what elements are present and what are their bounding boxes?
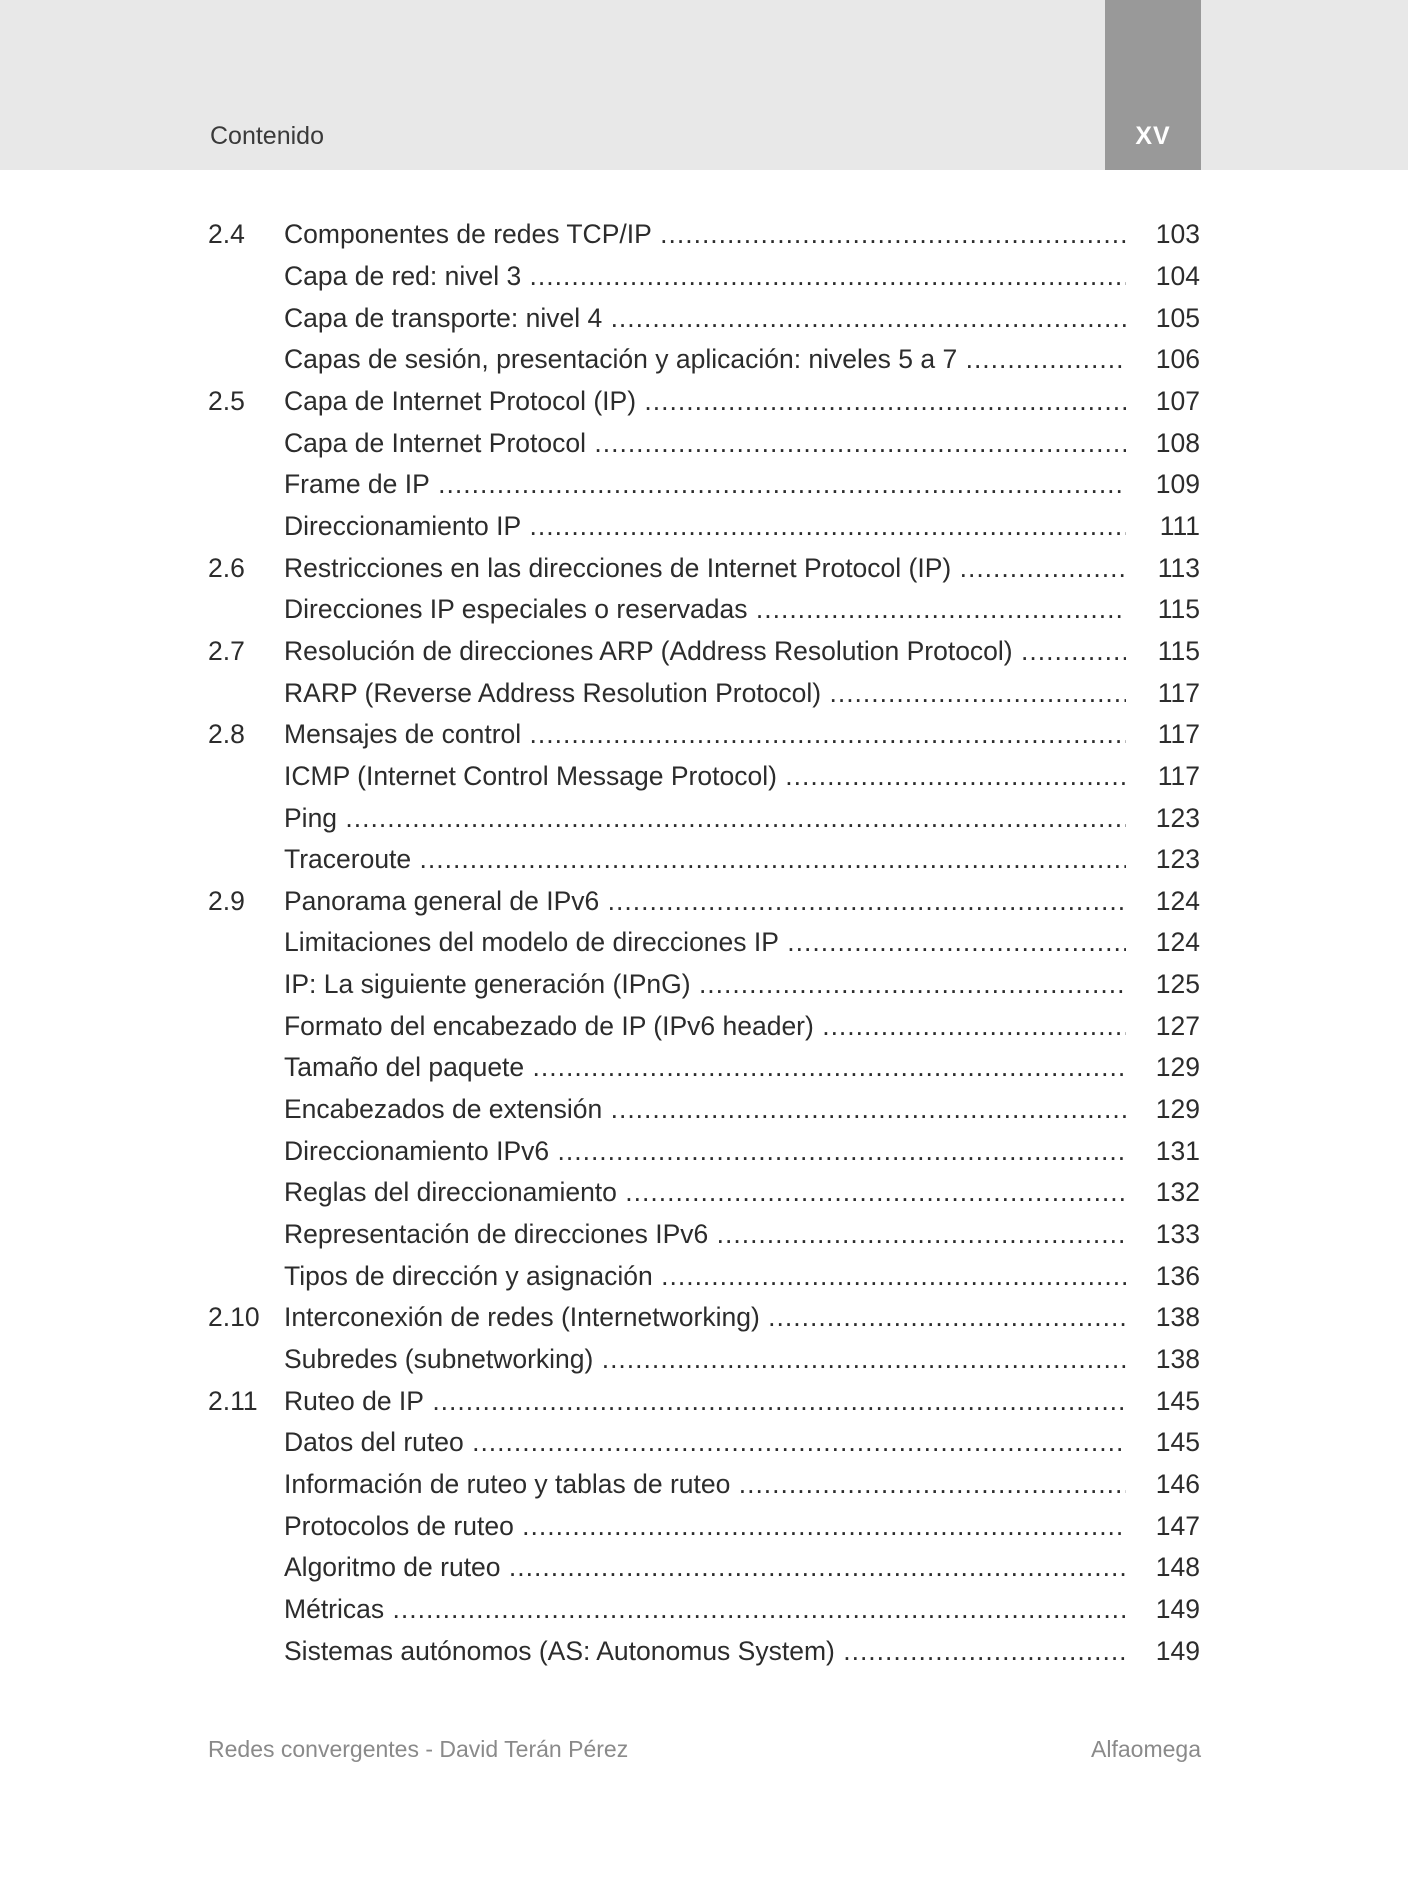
toc-page-number: 117: [1157, 677, 1200, 708]
toc-entry-title: Mensajes de control: [284, 719, 522, 750]
toc-entry: [208, 1380, 1200, 1422]
toc-entry-title: Panorama general de IPv6: [284, 885, 600, 916]
toc-entry-title: Reglas del direccionamiento: [284, 1177, 617, 1208]
toc-entry-title: Interconexión de redes (Internetworking): [284, 1302, 760, 1333]
table-of-contents: [208, 214, 1200, 1672]
toc-entry: [208, 1505, 1200, 1547]
toc-entry: [208, 1339, 1200, 1381]
toc-entry-title: Capa de red: nivel 3: [284, 260, 522, 291]
toc-entry-title: Direccionamiento IP: [284, 510, 522, 541]
toc-page-number: 127: [1155, 1010, 1200, 1041]
toc-entry-title-leader: [284, 803, 1126, 834]
toc-entry-title-leader: [284, 1094, 1126, 1125]
toc-page-number: 109: [1155, 469, 1200, 500]
toc-entry: [208, 1630, 1200, 1672]
toc-entry-title: Métricas: [284, 1593, 385, 1624]
toc-entry-title-leader: [284, 1302, 1126, 1333]
footer-book-author: Redes convergentes - David Terán Pérez: [208, 1736, 629, 1762]
toc-entry-title-leader: [284, 1594, 1126, 1625]
toc-entry: [208, 1089, 1200, 1131]
toc-entry-title-leader: [284, 636, 1126, 667]
toc-page-number: 123: [1155, 802, 1200, 833]
header-section-title: Contenido: [210, 122, 324, 150]
toc-page-number: 105: [1155, 302, 1200, 333]
toc-entry: [208, 381, 1200, 423]
toc-entry-title: Capa de Internet Protocol (IP): [284, 385, 637, 416]
toc-page-number: 146: [1155, 1469, 1200, 1500]
toc-entry: [208, 297, 1200, 339]
toc-entry-title-leader: [284, 594, 1126, 625]
toc-entry-title: Restricciones en las direcciones de Internet Protocol (IP): [284, 552, 952, 583]
toc-entry-title-leader: [284, 1552, 1126, 1583]
toc-page-number: 103: [1155, 219, 1200, 250]
toc-page-number: 129: [1155, 1094, 1200, 1125]
toc-entry: [208, 422, 1200, 464]
toc-entry-title: Componentes de redes TCP/IP: [284, 219, 652, 250]
toc-page-number: 138: [1155, 1344, 1200, 1375]
toc-page-number: 113: [1157, 552, 1200, 583]
toc-entry-title-leader: [284, 1011, 1126, 1042]
toc-entry-title-leader: [284, 719, 1126, 750]
toc-page-number: 132: [1155, 1177, 1200, 1208]
toc-section-number: 2.11: [208, 1385, 258, 1416]
toc-entry-title-leader: [284, 1636, 1126, 1667]
toc-entry-title-leader: [284, 678, 1126, 709]
toc-entry-title: Ping: [284, 802, 338, 833]
toc-entry-title: Capas de sesión, presentación y aplicación: niveles 5 a 7: [284, 344, 958, 375]
toc-section-number: 2.8: [208, 719, 245, 750]
toc-page-number: 107: [1155, 385, 1200, 416]
toc-page-number: 133: [1155, 1219, 1200, 1250]
toc-entry: [208, 922, 1200, 964]
toc-entry-title-leader: [284, 969, 1126, 1000]
toc-entry: [208, 1255, 1200, 1297]
toc-entry: [208, 672, 1200, 714]
toc-entry-title-leader: [284, 886, 1126, 917]
toc-page-number: 115: [1157, 594, 1200, 625]
toc-entry-title: Direcciones IP especiales o reservadas: [284, 594, 748, 625]
toc-entry-title: IP: La siguiente generación (IPnG): [284, 969, 691, 1000]
toc-section-number: 2.5: [208, 385, 245, 416]
toc-entry: [208, 1005, 1200, 1047]
toc-entry: [208, 1172, 1200, 1214]
toc-entry-title: Frame de IP: [284, 469, 430, 500]
toc-entry-title-leader: [284, 1469, 1126, 1500]
toc-entry-title: Datos del ruteo: [284, 1427, 464, 1458]
toc-page-number: 106: [1155, 344, 1200, 375]
page-number-tab: [1105, 0, 1201, 170]
toc-entry: [208, 756, 1200, 798]
toc-entry-title: Formato del encabezado de IP (IPv6 header): [284, 1010, 814, 1041]
toc-page-number: 149: [1155, 1593, 1200, 1624]
toc-entry-title-leader: [284, 469, 1126, 500]
toc-entry-title-leader: [284, 844, 1126, 875]
toc-entry-title: Subredes (subnetworking): [284, 1344, 594, 1375]
toc-entry-title: Resolución de direcciones ARP (Address Resolution Protocol): [284, 635, 1013, 666]
toc-section-number: 2.9: [208, 885, 245, 916]
page-header: [0, 0, 1408, 170]
toc-entry: [208, 964, 1200, 1006]
toc-page-number: 145: [1155, 1385, 1200, 1416]
toc-entry: [208, 547, 1200, 589]
toc-page-number: 111: [1159, 510, 1200, 541]
toc-entry-title-leader: [284, 1344, 1126, 1375]
toc-entry-title-leader: [284, 761, 1126, 792]
toc-entry-title-leader: [284, 553, 1126, 584]
toc-entry-title: Algoritmo de ruteo: [284, 1552, 501, 1583]
toc-entry: [208, 506, 1200, 548]
toc-entry-title-leader: [284, 1511, 1126, 1542]
toc-entry-title: Sistemas autónomos (AS: Autonomus System): [284, 1635, 835, 1666]
toc-section-number: 2.4: [208, 219, 245, 250]
toc-page-number: 124: [1155, 927, 1200, 958]
toc-page-number: 125: [1155, 969, 1200, 1000]
toc-section-number: 2.10: [208, 1302, 260, 1333]
toc-page-number: 117: [1157, 719, 1200, 750]
toc-entry-title-leader: [284, 511, 1126, 542]
toc-entry: [208, 881, 1200, 923]
toc-entry-title-leader: [284, 1219, 1126, 1250]
toc-page-number: 123: [1155, 844, 1200, 875]
toc-entry: [208, 589, 1200, 631]
toc-page-number: 104: [1155, 260, 1200, 291]
toc-section-number: 2.6: [208, 552, 245, 583]
toc-page-number: 138: [1155, 1302, 1200, 1333]
toc-entry-title-leader: [284, 927, 1126, 958]
toc-entry-title: Capa de transporte: nivel 4: [284, 302, 603, 333]
toc-entry-title: Tamaño del paquete: [284, 1052, 525, 1083]
toc-entry: [208, 1047, 1200, 1089]
toc-entry: [208, 839, 1200, 881]
toc-entry-title: Traceroute: [284, 844, 412, 875]
toc-entry-title-leader: [284, 1386, 1126, 1417]
toc-entry: [208, 464, 1200, 506]
toc-page-number: 108: [1155, 427, 1200, 458]
toc-entry-title-leader: [284, 1427, 1126, 1458]
toc-entry: [208, 631, 1200, 673]
toc-entry-title-leader: [284, 428, 1126, 459]
toc-entry-title: ICMP (Internet Control Message Protocol): [284, 760, 777, 791]
toc-page-number: 148: [1155, 1552, 1200, 1583]
toc-entry: [208, 1464, 1200, 1506]
toc-entry: [208, 1422, 1200, 1464]
toc-page-number: 147: [1155, 1510, 1200, 1541]
toc-entry-title-leader: [284, 303, 1126, 334]
toc-page-number: 117: [1157, 760, 1200, 791]
toc-entry-title: Capa de Internet Protocol: [284, 427, 586, 458]
toc-entry-title: Limitaciones del modelo de direcciones IP: [284, 927, 779, 958]
toc-entry-title: Direccionamiento IPv6: [284, 1135, 550, 1166]
toc-entry-title: RARP (Reverse Address Resolution Protocol): [284, 677, 822, 708]
toc-entry-title: Ruteo de IP: [284, 1385, 424, 1416]
footer-publisher: Alfaomega: [1091, 1736, 1201, 1762]
toc-entry: [208, 1589, 1200, 1631]
toc-entry-title: Tipos de dirección y asignación: [284, 1260, 653, 1291]
toc-page-number: 131: [1155, 1135, 1200, 1166]
toc-page-number: 115: [1157, 635, 1200, 666]
toc-entry: [208, 1547, 1200, 1589]
toc-entry: [208, 214, 1200, 256]
toc-entry: [208, 1214, 1200, 1256]
toc-entry-title-leader: [284, 344, 1126, 375]
toc-entry: [208, 256, 1200, 298]
toc-entry-title-leader: [284, 386, 1126, 417]
toc-entry: [208, 714, 1200, 756]
toc-entry: [208, 1130, 1200, 1172]
toc-entry-title-leader: [284, 1136, 1126, 1167]
toc-page-number: 145: [1155, 1427, 1200, 1458]
toc-entry: [208, 1297, 1200, 1339]
toc-entry-title-leader: [284, 261, 1126, 292]
toc-entry: [208, 339, 1200, 381]
toc-entry-title-leader: [284, 1177, 1126, 1208]
toc-entry-title: Protocolos de ruteo: [284, 1510, 514, 1541]
toc-page-number: 136: [1155, 1260, 1200, 1291]
toc-entry: [208, 797, 1200, 839]
toc-entry-title-leader: [284, 1261, 1126, 1292]
toc-page-number: 149: [1155, 1635, 1200, 1666]
toc-entry-title: Información de ruteo y tablas de ruteo: [284, 1469, 731, 1500]
toc-entry-title-leader: [284, 1052, 1126, 1083]
toc-entry-title: Encabezados de extensión: [284, 1094, 603, 1125]
toc-entry-title: Representación de direcciones IPv6: [284, 1219, 709, 1250]
page-number: XV: [1135, 122, 1171, 150]
toc-entry-title-leader: [284, 219, 1126, 250]
toc-page-number: 129: [1155, 1052, 1200, 1083]
toc-page-number: 124: [1155, 885, 1200, 916]
toc-section-number: 2.7: [208, 635, 245, 666]
